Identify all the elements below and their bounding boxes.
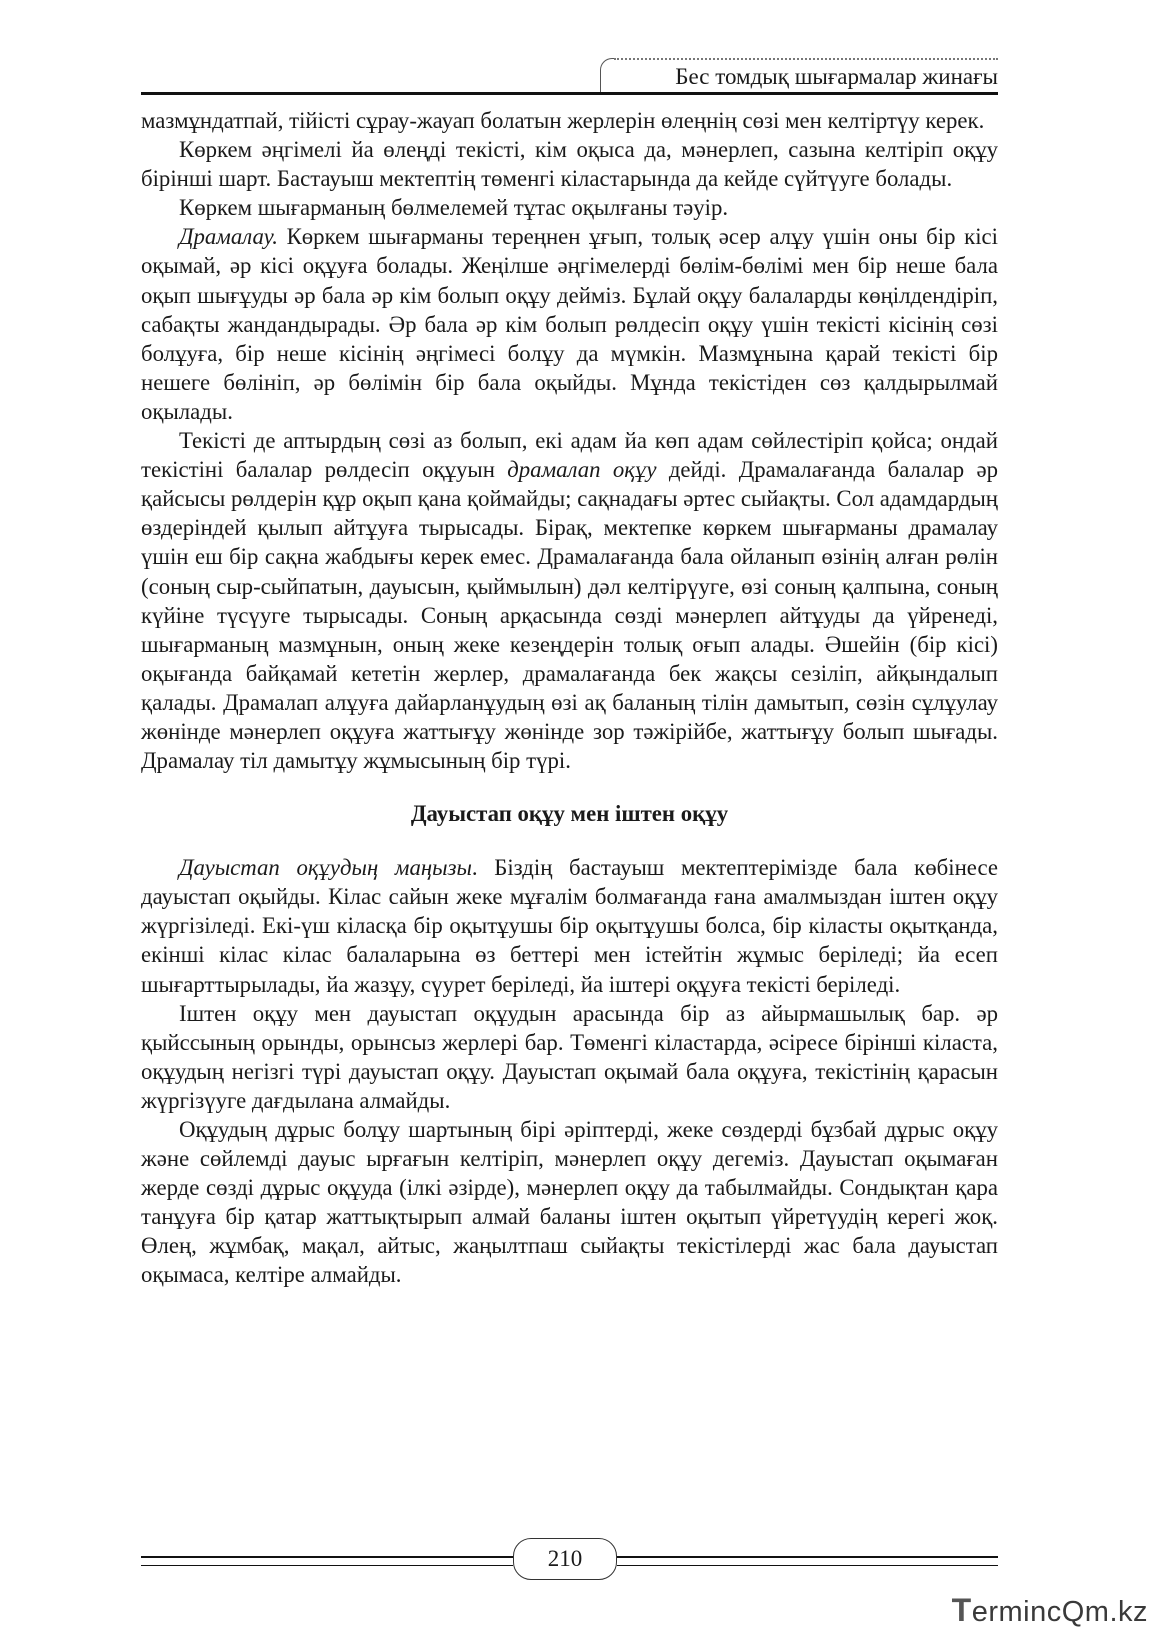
header-rule: [141, 92, 998, 95]
section-heading: Дауыстап оқұу мен іштен оқұу: [410, 801, 729, 827]
page-body: [141, 106, 998, 1290]
paragraph: Көркем шығарманың бөлмелемей тұтас оқылғаны тәуір.: [179, 195, 729, 221]
book-title: Бес томдық шығармалар жинағы: [675, 64, 998, 89]
paragraph: [141, 426, 998, 775]
header-dotted-line: [614, 58, 998, 60]
footer-rule-right: [617, 1556, 998, 1566]
paragraph: мазмұндатпай, тійісті сұрау-жауап болатын жерлерін өлеңнің сөзі мен келтіртүу керек.: [141, 108, 985, 133]
header-ornament: [600, 58, 615, 93]
paragraph-text: . Біздің бастауыш мектептерімізде бала көбінесе дауыстап оқыйды. Кілас сайын жеке мұғалім болмағанда ғана амалмыздан іштен оқұу жүргізіледі. Екі-үш кіласқа бір оқытұушы бір оқытұушы болса, бір кіласты оқытқанда, екінші кілас кілас балаларына өз беттері мен істейтін жұмыс беріледі; йа есеп шығарттырылады, йа жазұу, сүурет беріледі, йа іштері оқұуға текісті беріледі.: [141, 855, 998, 997]
paragraph: Оқұудың дұрыс болұу шартының бірі әріптерді, жеке сөздерді бұзбай дұрыс оқұу және сөйлемді дауыс ырғағын келтіріп, мәнерлеп оқұу дегеміз. Дауыстап оқымаған жерде сөзді дұрыс оқұуда (ілкі әзірде), мәнерлеп оқұу да табылмайды. Сондықтан қара танұуға бір қатар жаттықтырып алмай баланы іштен оқытып үйретүудің керегі жоқ. Өлең, жұмбақ, мақал, айтыс, жаңылтпаш сыйақты текістілерді жас бала дауыстап оқымаса, келтіре алмайды.: [141, 1117, 998, 1288]
paragraph: Іштен оқұу мен дауыстап оқұудын арасында бір аз айырмашылық бар. әр қыйссының орынды, орынсыз жерлері бар. Төменгі кіластарда, әсіресе бірінші кіласта, оқұудың негізгі түрі дауыстап оқұу. Дауыстап оқымай бала оқұуға, текістінің қарасын жүргізүуге дағдылана алмайды.: [141, 1000, 998, 1113]
paragraph-text: Текісті де аптырдың сөзі аз болып, екі адам йа көп адам сөйлестіріп қойса; ондай текістіні балалар рөлдесіп оқұуын: [141, 428, 998, 483]
running-head: [600, 56, 998, 94]
page-number: 210: [513, 1538, 617, 1580]
paragraph: Көркем әңгімелі йа өлеңді текісті, кім оқыса да, мәнерлеп, сазына келтіріп оқұу бірінші шарт. Бастауыш мектептің төменгі кіластарында да кейде сүйтүуге болады.: [141, 137, 998, 192]
watermark-logo: TermincQm.kz: [951, 1592, 1148, 1628]
paragraph-text: Көркем шығарманы тереңнен ұғып, толық әсер алұу үшін оны бір кісі оқымай, әр кісі оқұуға болады. Жеңілше әңгімелерді бөлім-бөлімі мен бір неше бала оқып шығұуды әр бала әр кім болып оқұу дейміз. Бұлай оқұу балаларды көңілдендіріп, сабақты жандандырады. Әр бала әр кім болып рөлдесіп оқұу үшін текісті кісінің сөзі болұуға, бір неше кісінің әңгімесі болұу да мүмкін. Мазмұнына қарай текісті бір нешеге бөлініп, әр бөлімін бір бала оқыйды. Мұнда текістіден сөз қалдырылмай оқылады.: [141, 224, 998, 424]
paragraph-lead: Драмалау.: [179, 224, 278, 250]
paragraph-lead: Дауыстап оқұудың маңызы: [179, 855, 472, 881]
paragraph: [141, 853, 998, 998]
italic-term: драмалап оқұу: [507, 457, 657, 483]
footer-rule-left: [141, 1556, 513, 1566]
paragraph: [141, 222, 998, 426]
paragraph-text: дейді. Драмалағанда балалар әр қайсысы рөлдерін құр оқып қана қоймайды; сақнадағы әртес сыйақты. Сол адамдардың өздеріндей қылып айтұуға тырысады. Бірақ, мектепке көркем шығарманы драмалау үшін еш бір сақна жабдығы керек емес. Драмалағанда бала ойланып өзінің алған рөлін (соның сыр-сыйпатын, дауысын, қыймылын) дәл келтірүуге, өзі соның қалпына, соның күйіне түсүуге тырысады. Соның арқасында сөзді мәнерлеп айтұуды да үйренеді, шығарманың мазмұнын, оның жеке кезеңдерін толық оғып алады. Әшейін (бір кісі) оқығанда байқамай кететін жерлер, драмалағанда бек жақсы сезіліп, айқындалып қалады. Драмалап алұуға дайарланұудың өзі ақ баланың тілін дамытып, сөзін сұлұулау жөнінде мәнерлеп оқұуға жаттығұу жөнінде зор тәжірійбе, жаттығұу болып шығады. Драмалау тіл дамытұу жұмысының бір түрі.: [141, 457, 998, 774]
